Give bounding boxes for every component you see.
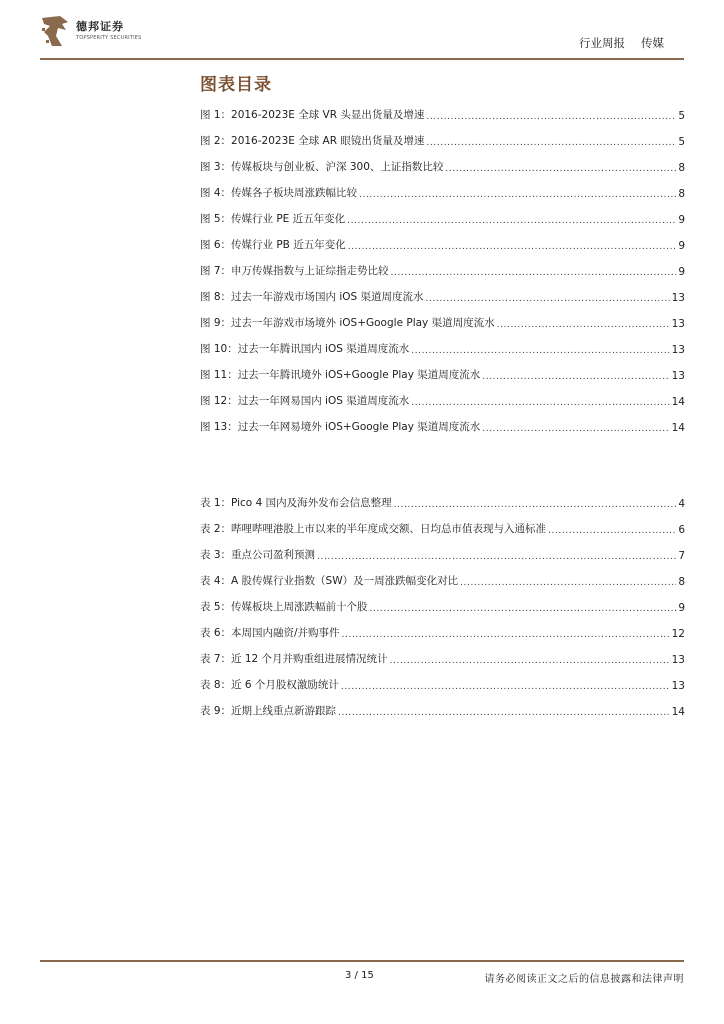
toc-entry[interactable]: 图 8：过去一年游戏市场国内 iOS 渠道周度流水 ..... 13 [200, 290, 685, 304]
toc-entry[interactable]: 图 3：传媒板块与创业板、沪深 300、上证指数比较 ..... 8 [200, 160, 685, 174]
toc-entry[interactable]: 表 8：近 6 个月股权激励统计 ..... 13 [200, 678, 685, 692]
toc-entry[interactable]: 表 5：传媒板块上周涨跌幅前十个股 ..... 9 [200, 600, 685, 614]
toc-entry[interactable]: 表 4：A 股传媒行业指数（SW）及一周涨跌幅变化对比 ..... 8 [200, 574, 685, 588]
toc-entry[interactable]: 表 3：重点公司盈利预测 ..... 7 [200, 548, 685, 562]
company-logo [40, 14, 142, 48]
toc-entry[interactable]: 图 4：传媒各子板块周涨跌幅比较 ..... 8 [200, 186, 685, 200]
logo-name-cn: 德邦证券 [76, 20, 124, 33]
toc-entry[interactable]: 图 12：过去一年网易国内 iOS 渠道周度流水 ..... 14 [200, 394, 685, 408]
toc-entry[interactable]: 表 9：近期上线重点新游跟踪 ..... 14 [200, 704, 685, 718]
dragon-logo-icon [40, 14, 70, 48]
logo-name-en: TOPSPERITY SECURITIES [76, 35, 142, 41]
page-number: 3 / 15 [345, 970, 374, 981]
legal-disclaimer: 请务必阅读正文之后的信息披露和法律声明 [484, 974, 684, 985]
toc-entry[interactable]: 表 2：哔哩哔哩港股上市以来的半年度成交额、日均总市值表现与入通标准 ..... 6 [200, 522, 685, 536]
footer-divider [40, 960, 684, 962]
toc-entry[interactable]: 表 1：Pico 4 国内及海外发布会信息整理 ..... 4 [200, 496, 685, 510]
page-title: 图表目录 [200, 75, 272, 95]
toc-entry[interactable]: 图 2：2016-2023E 全球 AR 眼镜出货量及增速 ..... 5 [200, 134, 685, 148]
header-divider [40, 58, 684, 60]
sector-label: 传媒 [641, 36, 664, 50]
toc-entry[interactable]: 表 7：近 12 个月并购重组进展情况统计 ..... 13 [200, 652, 685, 666]
toc-entry[interactable]: 图 1：2016-2023E 全球 VR 头显出货量及增速 ..... 5 [200, 108, 685, 122]
report-type: 行业周报 [579, 36, 625, 50]
toc-entry[interactable]: 图 9：过去一年游戏市场境外 iOS+Google Play 渠道周度流水 ..... 13 [200, 316, 685, 330]
toc-entry[interactable]: 表 6：本周国内融资/并购事件 ..... 12 [200, 626, 685, 640]
toc-entry[interactable]: 图 10：过去一年腾讯国内 iOS 渠道周度流水 ..... 13 [200, 342, 685, 356]
toc-entry[interactable]: 图 5：传媒行业 PE 近五年变化 ..... 9 [200, 212, 685, 226]
toc-entry[interactable]: 图 6：传媒行业 PB 近五年变化 ..... 9 [200, 238, 685, 252]
toc-entry[interactable]: 图 7：申万传媒指数与上证综指走势比较 ..... 9 [200, 264, 685, 278]
toc-entry[interactable]: 图 11：过去一年腾讯境外 iOS+Google Play 渠道周度流水 ..... 13 [200, 368, 685, 382]
page-header [0, 0, 724, 60]
toc-entry[interactable]: 图 13：过去一年网易境外 iOS+Google Play 渠道周度流水 ..... 14 [200, 420, 685, 434]
